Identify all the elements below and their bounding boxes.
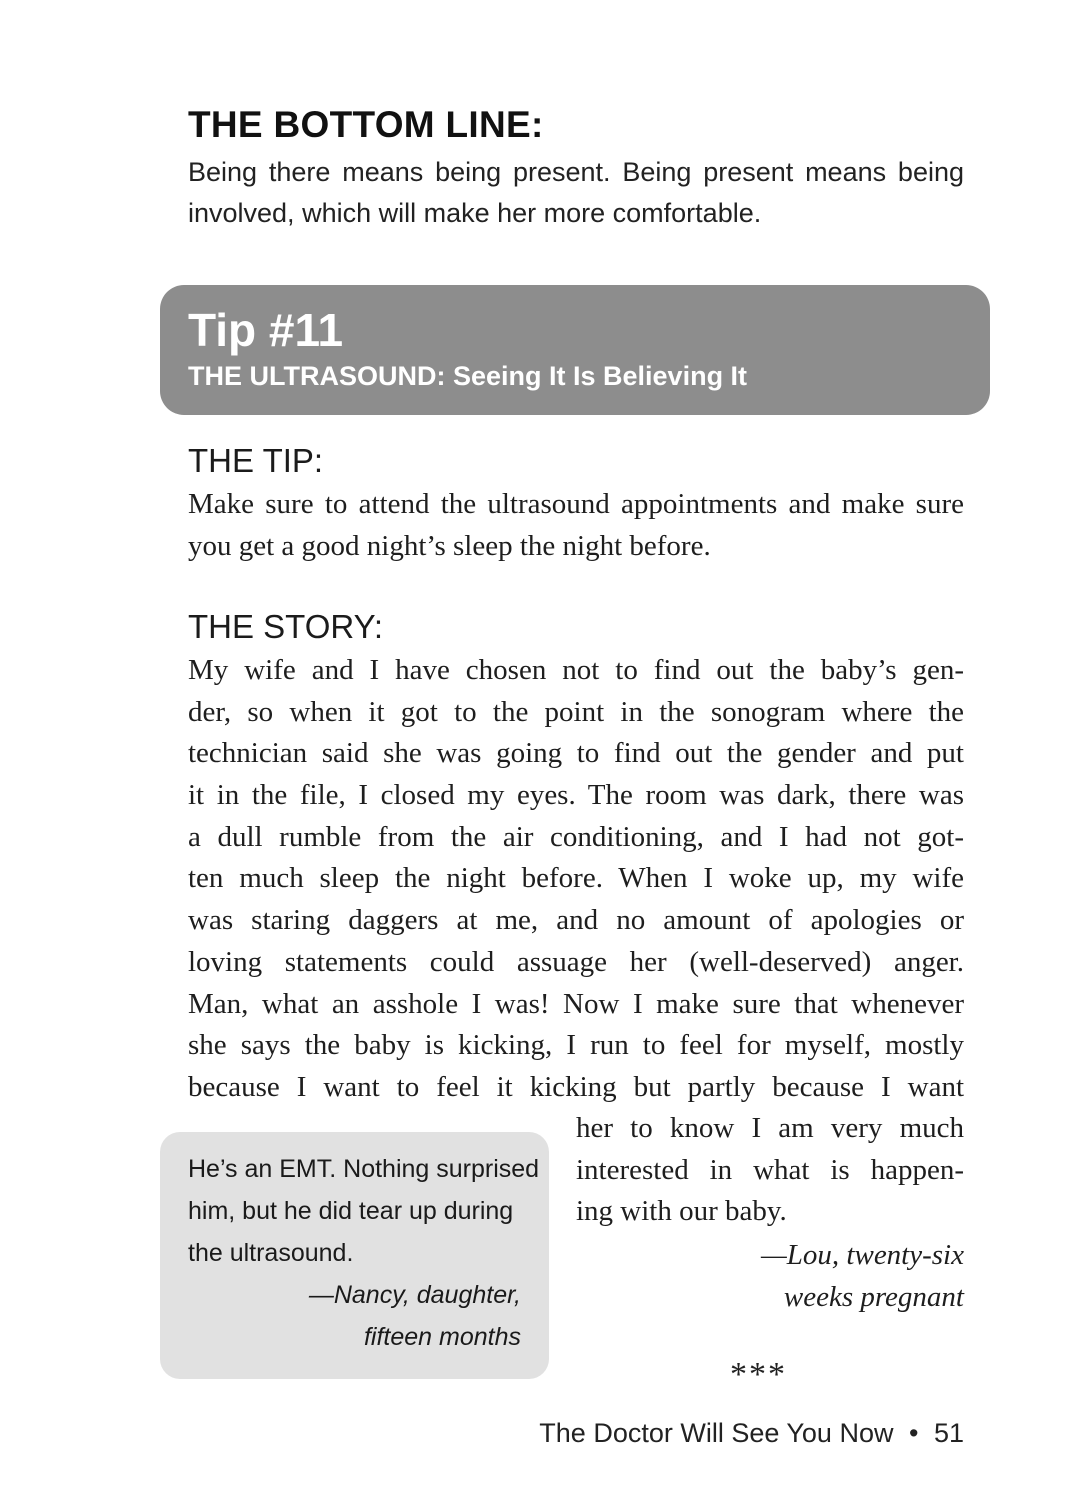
- footer-bullet: •: [908, 1418, 919, 1448]
- running-title: The Doctor Will See You Now: [539, 1418, 894, 1448]
- sidebar-attribution-line: fifteen months: [363, 1323, 521, 1351]
- section-separator: ***: [730, 1356, 787, 1393]
- sidebar-attribution-line: —Nancy, daughter,: [308, 1281, 521, 1309]
- story-line: ten much sleep the night before. When I woke up, my wife: [188, 862, 964, 895]
- story-attribution-line: —Lou, twenty-six: [761, 1239, 964, 1271]
- sidebar-line: him, but he did tear up during: [188, 1197, 514, 1225]
- sidebar-line: He’s an EMT. Nothing surprised: [188, 1155, 540, 1183]
- tip-number: Tip #11: [188, 304, 344, 356]
- sidebar-line: the ultrasound.: [188, 1239, 354, 1267]
- sidebar-quote: [188, 1148, 540, 1274]
- story-column-line: her to know I am very much: [576, 1112, 964, 1144]
- story-line: was staring daggers at me, and no amount of apologies or: [188, 904, 964, 937]
- story-column-line: interested in what is happen-: [576, 1153, 964, 1186]
- the-tip-label: THE TIP:: [188, 442, 324, 479]
- story-attribution: [576, 1234, 964, 1318]
- bottom-line-text: Being there means being present. Being present means being involved, which will make her more comfortable.: [188, 157, 964, 228]
- story-line: loving statements could assuage her (well-deserved) anger.: [188, 945, 964, 978]
- story-column-text: [576, 1108, 964, 1233]
- story-line: My wife and I have chosen not to find out the baby’s gen-: [188, 654, 964, 686]
- story-line: because I want to feel it kicking but partly because I want: [188, 1070, 964, 1103]
- story-line: der, so when it got to the point in the sonogram where the: [188, 695, 964, 728]
- story-column-line: ing with our baby.: [576, 1195, 787, 1228]
- page-number: 51: [933, 1418, 964, 1448]
- story-line: it in the file, I closed my eyes. The room was dark, there was: [188, 779, 964, 812]
- tip-banner: [160, 285, 990, 415]
- story-line: Man, what an asshole I was! Now I make sure that whenever: [188, 987, 964, 1020]
- story-line: technician said she was going to find out the gender and put: [188, 737, 964, 770]
- the-story-label: THE STORY:: [188, 608, 384, 645]
- story-text: [188, 650, 964, 1109]
- bottom-line-heading: THE BOTTOM LINE:: [188, 104, 544, 145]
- story-attribution-line: weeks pregnant: [783, 1281, 964, 1313]
- the-tip-text: Make sure to attend the ultrasound appointments and make sure you get a good night’s sleep the night before.: [188, 488, 964, 562]
- page-footer: [539, 1418, 964, 1449]
- tip-subtitle: THE ULTRASOUND: Seeing It Is Believing It: [188, 361, 748, 391]
- story-line: she says the baby is kicking, I run to feel for myself, mostly: [188, 1029, 964, 1062]
- quote-sidebar: [160, 1132, 549, 1379]
- sidebar-attribution: [309, 1274, 521, 1358]
- story-line: a dull rumble from the air conditioning, and I had not got-: [188, 820, 964, 853]
